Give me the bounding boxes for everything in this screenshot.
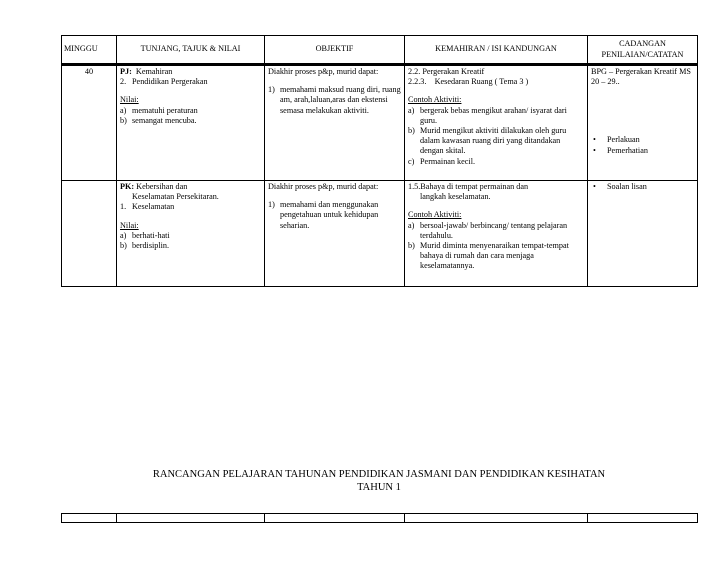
aktiviti-list: [408, 221, 584, 272]
list-item: a) bersoal-jawab/ berbincang/ tentang pelajaran terdahulu.: [408, 220, 568, 240]
lesson-plan-table: [61, 35, 698, 287]
aktiviti-label: Contoh Aktiviti:: [408, 95, 462, 105]
header-row: [62, 36, 698, 65]
bullet-icon: •: [593, 145, 596, 155]
tunjang-cell: PK: Kebersihan dan Keselamatan Persekitaran. 1. Keselamatan Nilai: a) berhati-hati b) berdisiplin.: [117, 181, 265, 287]
kemahiran-cell: [405, 181, 588, 287]
pk-label: PK:: [120, 182, 135, 191]
aktiviti-list: [408, 106, 584, 167]
cadangan-cell: [588, 65, 698, 181]
kemahiran-line: 1.5.Bahaya di tempat permainan dan: [408, 182, 529, 191]
cadangan-bullets: [591, 135, 694, 155]
objektif-intro: Diakhir proses p&p, murid dapat:: [268, 182, 379, 191]
header-cadangan: CADANGAN PENILAIAN/CATATAN: [588, 36, 698, 65]
nilai-label: Nilai:: [120, 220, 139, 230]
list-item: 1. Keselamatan: [120, 202, 175, 212]
kemahiran-line: 2.2. Pergerakan Kreatif: [408, 67, 485, 76]
list-item: b) semangat mencuba.: [120, 115, 197, 125]
title-line-1: RANCANGAN PELAJARAN TAHUNAN PENDIDIKAN JASMANI DAN PENDIDIKAN KESIHATAN: [152, 469, 606, 480]
cadangan-text: BPG – Pergerakan Kreatif MS 20 – 29..: [591, 67, 691, 87]
objektif-intro: Diakhir proses p&p, murid dapat:: [268, 67, 379, 76]
pj-label: PJ:: [120, 67, 132, 76]
list-item: a) mematuhi peraturan: [120, 105, 198, 115]
list-item: 2. Pendidikan Pergerakan: [120, 77, 208, 87]
list-item: b) Murid diminta menyenaraikan tempat-tempat bahaya di rumah dan cara menjaga keselamatannya.: [408, 241, 569, 271]
header-minggu: MINGGU: [62, 36, 117, 65]
list-item: 1) memahami maksud ruang diri, ruang am, arah,laluan,aras dan ekstensi semasa melakukan aktiviti.: [268, 85, 401, 115]
nilai-list: [120, 106, 261, 126]
list-item: • Pemerhatian: [593, 145, 648, 155]
objektif-cell: [265, 181, 405, 287]
empty-table-row: [61, 513, 698, 523]
minggu-cell: [62, 181, 117, 287]
page-title: [61, 468, 697, 494]
objektif-list: [268, 85, 401, 116]
list-item: b) Murid mengikut aktiviti dilakukan oleh guru dalam kawasan ruang diri yang ditandakan dengan skital.: [408, 126, 567, 156]
header-objektif: OBJEKTIF: [265, 36, 405, 65]
tunjang-cell: [117, 65, 265, 181]
nilai-list: [120, 231, 261, 251]
kemahiran-line: langkah keselamatan.: [420, 192, 491, 202]
list-item: • Perlakuan: [593, 135, 640, 145]
table-row: [62, 65, 698, 181]
bullet-icon: •: [593, 135, 596, 145]
bullet-icon: •: [593, 182, 596, 191]
pj-text: Kemahiran: [135, 67, 173, 76]
kemahiran-line: 2.2.3. Kesedaran Ruang ( Tema 3 ): [408, 77, 529, 87]
list-item: b) berdisiplin.: [120, 241, 170, 251]
minggu-cell: 40: [62, 65, 117, 181]
nilai-label: Nilai:: [120, 95, 139, 105]
list-item: 1) memahami dan menggunakan pengetahuan untuk kehidupan seharian.: [268, 200, 379, 230]
list-item: • Soalan lisan: [593, 182, 647, 191]
kemahiran-cell: [405, 65, 588, 181]
cadangan-cell: [588, 181, 698, 287]
objektif-cell: [265, 65, 405, 181]
header-tunjang: TUNJANG, TAJUK & NILAI: [117, 36, 265, 65]
objektif-list: [268, 200, 401, 231]
list-item: a) bergerak bebas mengikut arahan/ isyarat dari guru.: [408, 105, 567, 125]
header-kemahiran: KEMAHIRAN / ISI KANDUNGAN: [405, 36, 588, 65]
table-row: [62, 181, 698, 287]
table-row: [62, 514, 698, 523]
aktiviti-label: Contoh Aktiviti:: [408, 210, 462, 220]
list-item: a) berhati-hati: [120, 230, 170, 240]
list-item: c) Permainan kecil.: [408, 156, 476, 166]
title-line-2: TAHUN 1: [357, 482, 401, 493]
cadangan-bullets: [591, 182, 694, 192]
